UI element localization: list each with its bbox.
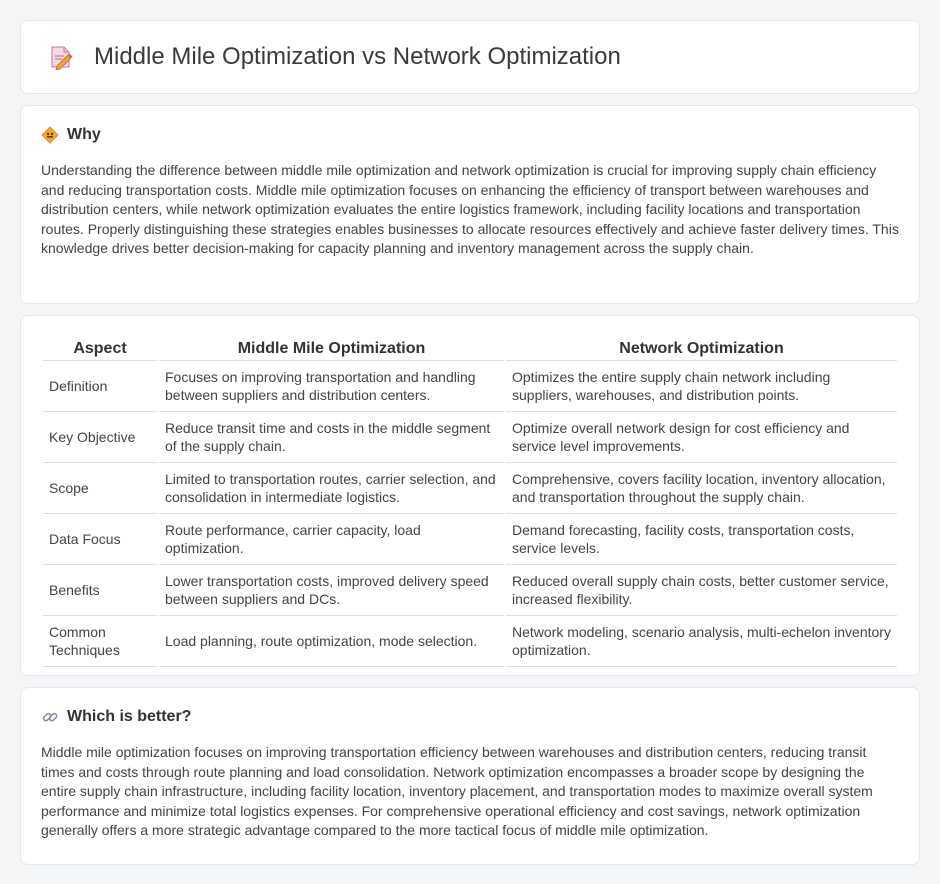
row-aspect: Scope <box>43 463 157 514</box>
table-row <box>43 565 897 616</box>
header-middle-mile: Middle Mile Optimization <box>159 336 504 361</box>
why-heading <box>41 126 899 144</box>
row-middle-mile: Route performance, carrier capacity, load optimization. <box>159 514 504 565</box>
comparison-card <box>20 315 920 676</box>
row-middle-mile: Load planning, route optimization, mode selection. <box>159 616 504 667</box>
table-row <box>43 616 897 667</box>
row-middle-mile: Limited to transportation routes, carrier selection, and consolidation in intermediate logistics. <box>159 463 504 514</box>
table-row <box>43 412 897 463</box>
link-icon <box>41 708 59 726</box>
page-title: Middle Mile Optimization vs Network Optimization <box>94 43 621 70</box>
title-card <box>20 20 920 94</box>
comparison-table <box>41 336 899 667</box>
row-network: Comprehensive, covers facility location, inventory allocation, and transportation throughout the supply chain. <box>506 463 897 514</box>
why-text: Understanding the difference between middle mile optimization and network optimization is crucial for improving supply chain efficiency and reducing transportation costs. Middle mile optimization focuses on enhancing the efficiency of transport between warehouses and distribution centers, while network optimization evaluates the entire logistics framework, including facility locations and transportation routes. Properly distinguishing these strategies enables businesses to allocate resources effectively and achieve faster delivery times. This knowledge drives better decision-making for capacity planning and inventory management across the supply chain. <box>41 162 899 256</box>
row-aspect: Common Techniques <box>43 616 157 667</box>
diamond-sign-icon <box>41 126 59 144</box>
row-middle-mile: Lower transportation costs, improved delivery speed between suppliers and DCs. <box>159 565 504 616</box>
header-aspect: Aspect <box>43 336 157 361</box>
table-row <box>43 463 897 514</box>
row-aspect: Definition <box>43 361 157 412</box>
which-better-section <box>20 687 920 865</box>
row-middle-mile: Focuses on improving transportation and handling between suppliers and distribution centers. <box>159 361 504 412</box>
why-section <box>20 105 920 304</box>
which-better-text: Middle mile optimization focuses on improving transportation efficiency between warehouses and distribution centers, reducing transit times and costs through route planning and load consolidation. Network optimization encompasses a broader scope by designing the entire supply chain infrastructure, including facility location, inventory placement, and transportation modes to maximize overall system performance and minimize total logistics expenses. For comprehensive operational efficiency and cost savings, network optimization generally offers a more strategic advantage compared to the more tactical focus of middle mile optimization. <box>41 744 873 838</box>
document-pencil-icon <box>47 43 75 71</box>
table-row <box>43 361 897 412</box>
row-network: Optimize overall network design for cost efficiency and service level improvements. <box>506 412 897 463</box>
which-better-heading <box>41 708 899 726</box>
row-network: Optimizes the entire supply chain network including suppliers, warehouses, and distribution points. <box>506 361 897 412</box>
why-heading-label: Why <box>67 126 101 143</box>
row-aspect: Key Objective <box>43 412 157 463</box>
header-network: Network Optimization <box>506 336 897 361</box>
which-better-heading-label: Which is better? <box>67 708 192 725</box>
row-network: Network modeling, scenario analysis, multi-echelon inventory optimization. <box>506 616 897 667</box>
row-network: Reduced overall supply chain costs, better customer service, increased flexibility. <box>506 565 897 616</box>
table-header-row <box>43 336 897 361</box>
row-aspect: Data Focus <box>43 514 157 565</box>
row-network: Demand forecasting, facility costs, transportation costs, service levels. <box>506 514 897 565</box>
table-row <box>43 514 897 565</box>
row-middle-mile: Reduce transit time and costs in the middle segment of the supply chain. <box>159 412 504 463</box>
row-aspect: Benefits <box>43 565 157 616</box>
